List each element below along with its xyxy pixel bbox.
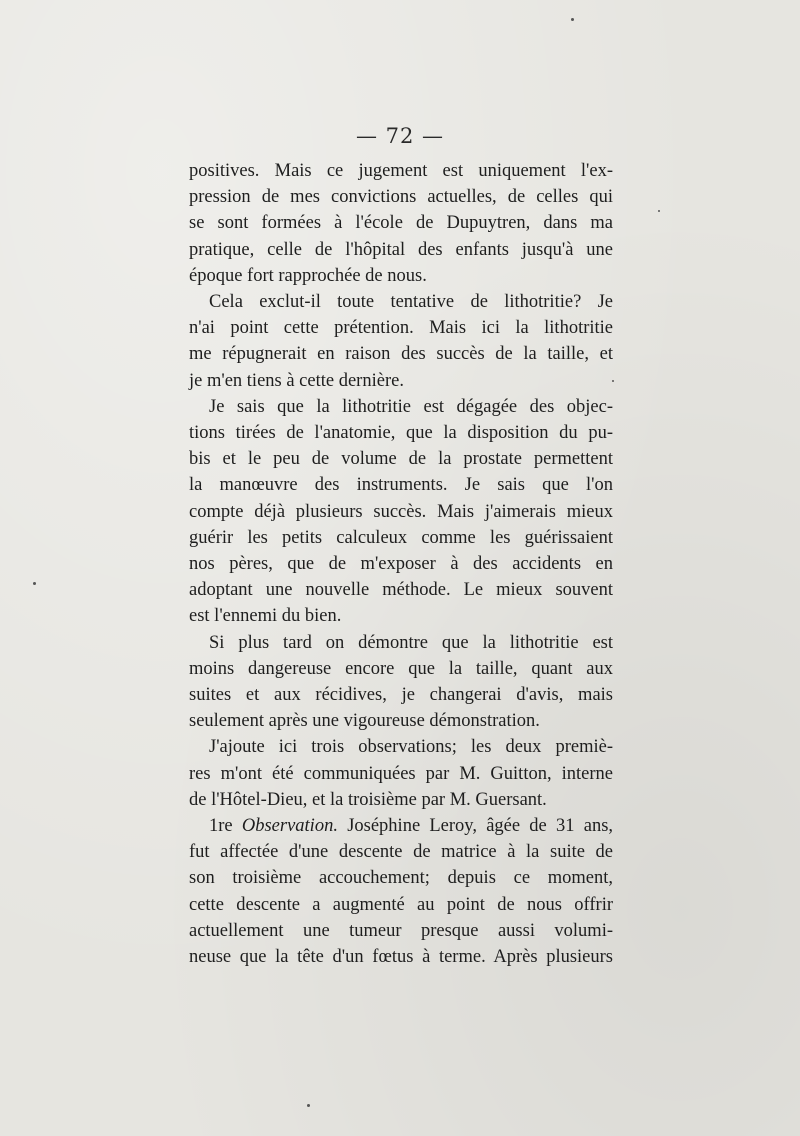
text-line: J'ajoute ici trois observations; les deux premiè- xyxy=(209,737,613,758)
text-line: la manœuvre des instruments. Je sais que l'on xyxy=(189,475,613,496)
paragraph-1 xyxy=(189,158,613,289)
text-line: Joséphine Leroy, âgée de 31 ans, xyxy=(347,816,614,837)
text-line: actuellement une tumeur presque aussi volumi- xyxy=(189,920,613,941)
observation-label: Observation. xyxy=(241,816,338,837)
text-line: moins dangereuse encore que la taille, quant aux xyxy=(189,658,613,679)
text-line: de l'Hôtel-Dieu, et la troisième par M. Guersant. xyxy=(189,789,547,810)
observation-number: 1re xyxy=(209,816,233,837)
observation-1 xyxy=(189,813,613,970)
paragraph-3 xyxy=(189,394,613,630)
text-line: guérir les petits calculeux comme les guérissaient xyxy=(189,527,613,548)
text-line: époque fort rapprochée de nous. xyxy=(189,265,427,286)
text-line: neuse que la tête d'un fœtus à terme. Après plusieurs xyxy=(189,947,613,968)
body-text xyxy=(189,158,613,970)
paragraph-4 xyxy=(189,630,613,735)
text-line: est l'ennemi du bien. xyxy=(189,606,342,627)
text-line: nos pères, que de m'exposer à des accidents en xyxy=(189,554,613,575)
text-line: son troisième accouchement; depuis ce moment, xyxy=(189,868,613,889)
paper-speck xyxy=(33,582,36,585)
page-number: — 72 — xyxy=(355,124,445,148)
text-line: adoptant une nouvelle méthode. Le mieux souvent xyxy=(189,580,613,601)
text-line: fut affectée d'une descente de matrice à la suite de xyxy=(189,842,613,863)
text-line: me répugnerait en raison des succès de la taille, et xyxy=(189,344,613,365)
text-line: seulement après une vigoureuse démonstration. xyxy=(189,711,540,732)
text-line: cette descente a augmenté au point de nous offrir xyxy=(189,894,613,915)
text-line: compte déjà plusieurs succès. Mais j'aimerais mieux xyxy=(189,501,613,522)
paper-speck xyxy=(612,380,614,382)
text-line: je m'en tiens à cette dernière. xyxy=(189,370,404,391)
text-line: se sont formées à l'école de Dupuytren, dans ma xyxy=(189,213,613,234)
text-line: tions tirées de l'anatomie, que la disposition du pu- xyxy=(189,423,613,444)
text-line: Je sais que la lithotritie est dégagée des objec- xyxy=(209,396,613,417)
text-line: Cela exclut-il toute tentative de lithotritie? Je xyxy=(209,292,613,313)
text-line: pratique, celle de l'hôpital des enfants jusqu'à une xyxy=(189,239,613,260)
text-line: positives. Mais ce jugement est uniquement l'ex- xyxy=(189,161,613,181)
paragraph-2 xyxy=(189,289,613,394)
text-line: pression de mes convictions actuelles, de celles qui xyxy=(189,187,613,208)
paper-speck xyxy=(658,210,660,212)
paper-speck xyxy=(571,18,574,21)
paper-speck xyxy=(307,1104,310,1107)
paragraph-5 xyxy=(189,734,613,813)
text-line: n'ai point cette prétention. Mais ici la lithotritie xyxy=(189,318,613,339)
text-line: bis et le peu de volume de la prostate permettent xyxy=(189,449,613,470)
text-line: suites et aux récidives, je changerai d'avis, mais xyxy=(189,685,613,706)
text-line: res m'ont été communiquées par M. Guitton, interne xyxy=(189,763,613,784)
observation-heading-line xyxy=(189,813,613,839)
text-line: Si plus tard on démontre que la lithotritie est xyxy=(209,632,613,653)
